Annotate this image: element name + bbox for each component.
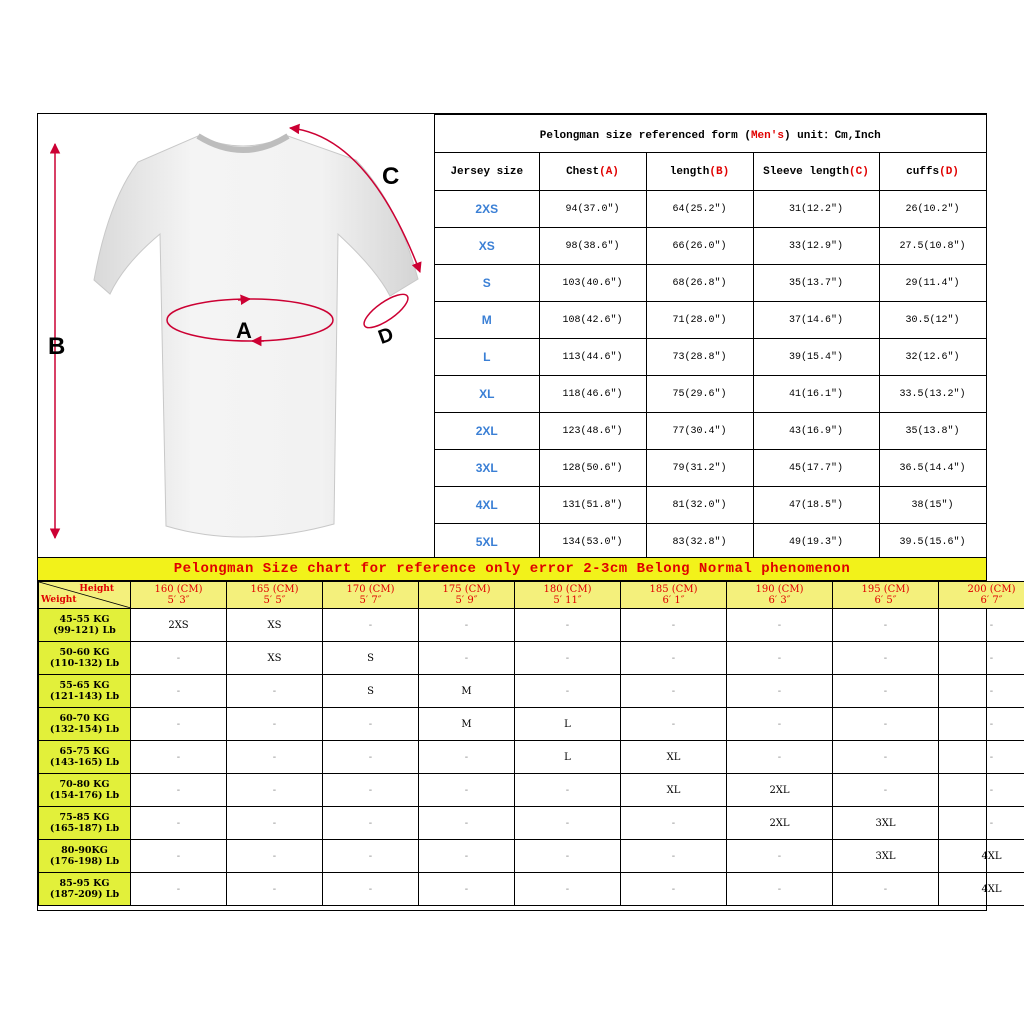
measurement-cell: 35(13.7") — [753, 265, 879, 302]
size-recommendation-cell: XS — [227, 642, 323, 675]
size-recommendation-cell: - — [727, 708, 833, 741]
measurement-cell: 108(42.6") — [539, 302, 646, 339]
table-row — [39, 873, 1024, 906]
size-recommendation-cell: - — [131, 873, 227, 906]
size-recommendation-cell: - — [621, 609, 727, 642]
size-recommendation-cell: - — [227, 873, 323, 906]
size-recommendation-cell: - — [939, 708, 1024, 741]
measurement-cell: 29(11.4") — [879, 265, 986, 302]
size-recommendation-cell: - — [833, 741, 939, 774]
size-recommendation-cell: M — [419, 675, 515, 708]
measurement-cell: 43(16.9") — [753, 413, 879, 450]
table-row — [435, 450, 986, 487]
height-weight-table — [38, 581, 1024, 906]
size-recommendation-cell: - — [515, 675, 621, 708]
size-recommendation-cell: - — [621, 642, 727, 675]
table-row — [435, 524, 986, 561]
height-header: 190 (CM) 6′ 3″ — [727, 582, 833, 609]
measurement-cell: 94(37.0") — [539, 191, 646, 228]
measurement-cell: 47(18.5") — [753, 487, 879, 524]
label-a: A — [236, 318, 252, 343]
measurement-cell: 73(28.8") — [646, 339, 753, 376]
size-recommendation-cell: - — [515, 873, 621, 906]
size-recommendation-cell: XS — [227, 609, 323, 642]
size-recommendation-cell: 3XL — [833, 807, 939, 840]
measurement-cell: 49(19.3") — [753, 524, 879, 561]
size-recommendation-cell: S — [323, 675, 419, 708]
size-recommendation-cell: - — [323, 873, 419, 906]
measurement-cell: 41(16.1") — [753, 376, 879, 413]
size-label: XS — [435, 228, 539, 265]
column-header: Sleeve length(C) — [753, 153, 879, 191]
size-recommendation-cell: - — [621, 873, 727, 906]
size-recommendation-cell: XL — [621, 774, 727, 807]
label-d: D — [375, 323, 397, 349]
size-recommendation-cell: - — [515, 807, 621, 840]
size-recommendation-cell: - — [227, 708, 323, 741]
table-row — [39, 840, 1024, 873]
weight-label: 50-60 KG (110-132) Lb — [39, 642, 131, 675]
measurement-cell: 31(12.2") — [753, 191, 879, 228]
size-recommendation-cell: - — [833, 873, 939, 906]
size-recommendation-cell: - — [621, 675, 727, 708]
size-recommendation-cell: 3XL — [833, 840, 939, 873]
table-row — [39, 774, 1024, 807]
weight-label: 55-65 KG (121-143) Lb — [39, 675, 131, 708]
tshirt-shape — [94, 136, 418, 537]
size-recommendation-cell: - — [621, 807, 727, 840]
table-row — [39, 708, 1024, 741]
measurement-cell: 39(15.4") — [753, 339, 879, 376]
measurement-cell: 98(38.6") — [539, 228, 646, 265]
measurement-cell: 36.5(14.4") — [879, 450, 986, 487]
size-recommendation-cell: - — [227, 741, 323, 774]
measurement-cell: 68(26.8") — [646, 265, 753, 302]
measurement-cell: 35(13.8") — [879, 413, 986, 450]
table-row — [435, 191, 986, 228]
table-row — [39, 642, 1024, 675]
height-header: 195 (CM) 6′ 5″ — [833, 582, 939, 609]
size-label: M — [435, 302, 539, 339]
tshirt-illustration — [38, 114, 434, 557]
size-recommendation-cell: L — [515, 708, 621, 741]
measurement-cell: 123(48.6") — [539, 413, 646, 450]
column-header: Jersey size — [435, 153, 539, 191]
size-label: 5XL — [435, 524, 539, 561]
weight-label: 80-90KG (176-198) Lb — [39, 840, 131, 873]
table-title: Pelongman size referenced form (Men's) unit：Cm,Inch — [435, 115, 986, 153]
size-recommendation-cell: - — [621, 840, 727, 873]
size-recommendation-cell: - — [515, 642, 621, 675]
table-row — [435, 487, 986, 524]
height-header: 170 (CM) 5′ 7″ — [323, 582, 419, 609]
measurement-cell: 26(10.2") — [879, 191, 986, 228]
label-c: C — [382, 163, 400, 190]
table-row — [39, 741, 1024, 774]
measurement-cell: 118(46.6") — [539, 376, 646, 413]
size-recommendation-cell: 4XL — [939, 873, 1024, 906]
size-recommendation-cell: 4XL — [939, 840, 1024, 873]
size-recommendation-cell: 2XL — [727, 774, 833, 807]
size-recommendation-cell: XL — [621, 741, 727, 774]
size-recommendation-cell: - — [131, 708, 227, 741]
size-recommendation-cell: - — [833, 774, 939, 807]
measurement-cell: 103(40.6") — [539, 265, 646, 302]
table-corner: Height Weight — [39, 582, 131, 609]
label-b: B — [48, 333, 66, 360]
size-recommendation-cell: - — [727, 675, 833, 708]
size-recommendation-cell: - — [515, 609, 621, 642]
table-row — [39, 807, 1024, 840]
size-recommendation-cell: - — [131, 774, 227, 807]
measurement-cell: 30.5(12") — [879, 302, 986, 339]
weight-label: 45-55 KG (99-121) Lb — [39, 609, 131, 642]
size-recommendation-cell: - — [727, 873, 833, 906]
size-recommendation-cell: - — [419, 774, 515, 807]
size-label: S — [435, 265, 539, 302]
table-row — [435, 302, 986, 339]
measurement-cell: 38(15") — [879, 487, 986, 524]
size-recommendation-cell: - — [323, 807, 419, 840]
shirt-diagram — [38, 114, 435, 557]
size-recommendation-cell: - — [419, 642, 515, 675]
size-recommendation-cell: - — [515, 774, 621, 807]
measurement-cell: 33(12.9") — [753, 228, 879, 265]
size-recommendation-cell: - — [227, 840, 323, 873]
table-row — [39, 609, 1024, 642]
size-label: XL — [435, 376, 539, 413]
height-header: 160 (CM) 5′ 3″ — [131, 582, 227, 609]
measurement-cell: 77(30.4") — [646, 413, 753, 450]
measurement-cell: 64(25.2") — [646, 191, 753, 228]
measurement-cell: 113(44.6") — [539, 339, 646, 376]
table-row — [39, 675, 1024, 708]
measurement-cell: 45(17.7") — [753, 450, 879, 487]
measurement-cell: 75(29.6") — [646, 376, 753, 413]
size-recommendation-cell: - — [323, 609, 419, 642]
measurement-cell: 39.5(15.6") — [879, 524, 986, 561]
size-recommendation-cell: - — [515, 840, 621, 873]
table-row — [435, 339, 986, 376]
size-recommendation-cell: - — [131, 741, 227, 774]
size-recommendation-cell: - — [833, 675, 939, 708]
reference-banner: Pelongman Size chart for reference only error 2-3cm Belong Normal phenomenon — [38, 557, 986, 581]
size-recommendation-cell: L — [515, 741, 621, 774]
size-chart-frame — [37, 113, 1016, 911]
measurement-cell: 66(26.0") — [646, 228, 753, 265]
size-recommendation-cell: - — [131, 807, 227, 840]
size-label: 3XL — [435, 450, 539, 487]
measurement-cell: 79(31.2") — [646, 450, 753, 487]
size-recommendation-cell: - — [939, 609, 1024, 642]
measurement-cell: 37(14.6") — [753, 302, 879, 339]
weight-label: 70-80 KG (154-176) Lb — [39, 774, 131, 807]
size-recommendation-cell: - — [131, 675, 227, 708]
measurement-cell: 83(32.8") — [646, 524, 753, 561]
size-recommendation-cell: - — [727, 609, 833, 642]
size-measurement-table — [435, 114, 987, 561]
weight-label: 85-95 KG (187-209) Lb — [39, 873, 131, 906]
column-header: length(B) — [646, 153, 753, 191]
height-header: 185 (CM) 6′ 1″ — [621, 582, 727, 609]
size-recommendation-cell: - — [833, 609, 939, 642]
size-recommendation-cell: - — [131, 642, 227, 675]
size-recommendation-cell: - — [833, 708, 939, 741]
height-header: 165 (CM) 5′ 5″ — [227, 582, 323, 609]
table-row — [435, 376, 986, 413]
size-recommendation-cell: M — [419, 708, 515, 741]
measurement-cell: 33.5(13.2") — [879, 376, 986, 413]
size-recommendation-cell: - — [227, 807, 323, 840]
size-label: 2XL — [435, 413, 539, 450]
size-recommendation-cell: - — [131, 840, 227, 873]
table-row — [435, 413, 986, 450]
measurement-cell: 128(50.6") — [539, 450, 646, 487]
column-header: cuffs(D) — [879, 153, 986, 191]
size-recommendation-cell: - — [323, 741, 419, 774]
weight-label: 75-85 KG (165-187) Lb — [39, 807, 131, 840]
measurement-cell: 134(53.0") — [539, 524, 646, 561]
height-header: 180 (CM) 5′ 11″ — [515, 582, 621, 609]
size-recommendation-cell: - — [419, 609, 515, 642]
size-label: 4XL — [435, 487, 539, 524]
size-recommendation-cell: - — [419, 807, 515, 840]
size-recommendation-cell: - — [939, 774, 1024, 807]
weight-label: 60-70 KG (132-154) Lb — [39, 708, 131, 741]
height-header: 175 (CM) 5′ 9″ — [419, 582, 515, 609]
table-row — [435, 228, 986, 265]
size-recommendation-cell: S — [323, 642, 419, 675]
size-recommendation-cell: - — [939, 675, 1024, 708]
size-label: 2XS — [435, 191, 539, 228]
size-recommendation-cell: - — [727, 840, 833, 873]
measurement-cell: 32(12.6") — [879, 339, 986, 376]
height-header: 200 (CM) 6′ 7″ — [939, 582, 1024, 609]
measurement-cell: 81(32.0") — [646, 487, 753, 524]
size-recommendation-cell: - — [323, 840, 419, 873]
size-recommendation-cell: - — [939, 642, 1024, 675]
size-recommendation-cell: - — [323, 708, 419, 741]
size-recommendation-cell: - — [939, 741, 1024, 774]
size-recommendation-cell: - — [227, 675, 323, 708]
measurement-cell: 71(28.0") — [646, 302, 753, 339]
size-recommendation-cell: 2XS — [131, 609, 227, 642]
size-recommendation-cell: - — [833, 642, 939, 675]
column-header: Chest(A) — [539, 153, 646, 191]
size-recommendation-cell: - — [419, 741, 515, 774]
size-recommendation-cell: - — [227, 774, 323, 807]
size-recommendation-cell: - — [621, 708, 727, 741]
size-recommendation-cell: - — [939, 807, 1024, 840]
size-recommendation-cell: - — [727, 741, 833, 774]
size-label: L — [435, 339, 539, 376]
size-recommendation-cell: - — [727, 642, 833, 675]
size-recommendation-cell: - — [419, 873, 515, 906]
measurement-cell: 131(51.8") — [539, 487, 646, 524]
size-recommendation-cell: - — [419, 840, 515, 873]
measurement-cell: 27.5(10.8") — [879, 228, 986, 265]
size-recommendation-cell: - — [323, 774, 419, 807]
size-recommendation-cell: 2XL — [727, 807, 833, 840]
table-row — [435, 265, 986, 302]
weight-label: 65-75 KG (143-165) Lb — [39, 741, 131, 774]
